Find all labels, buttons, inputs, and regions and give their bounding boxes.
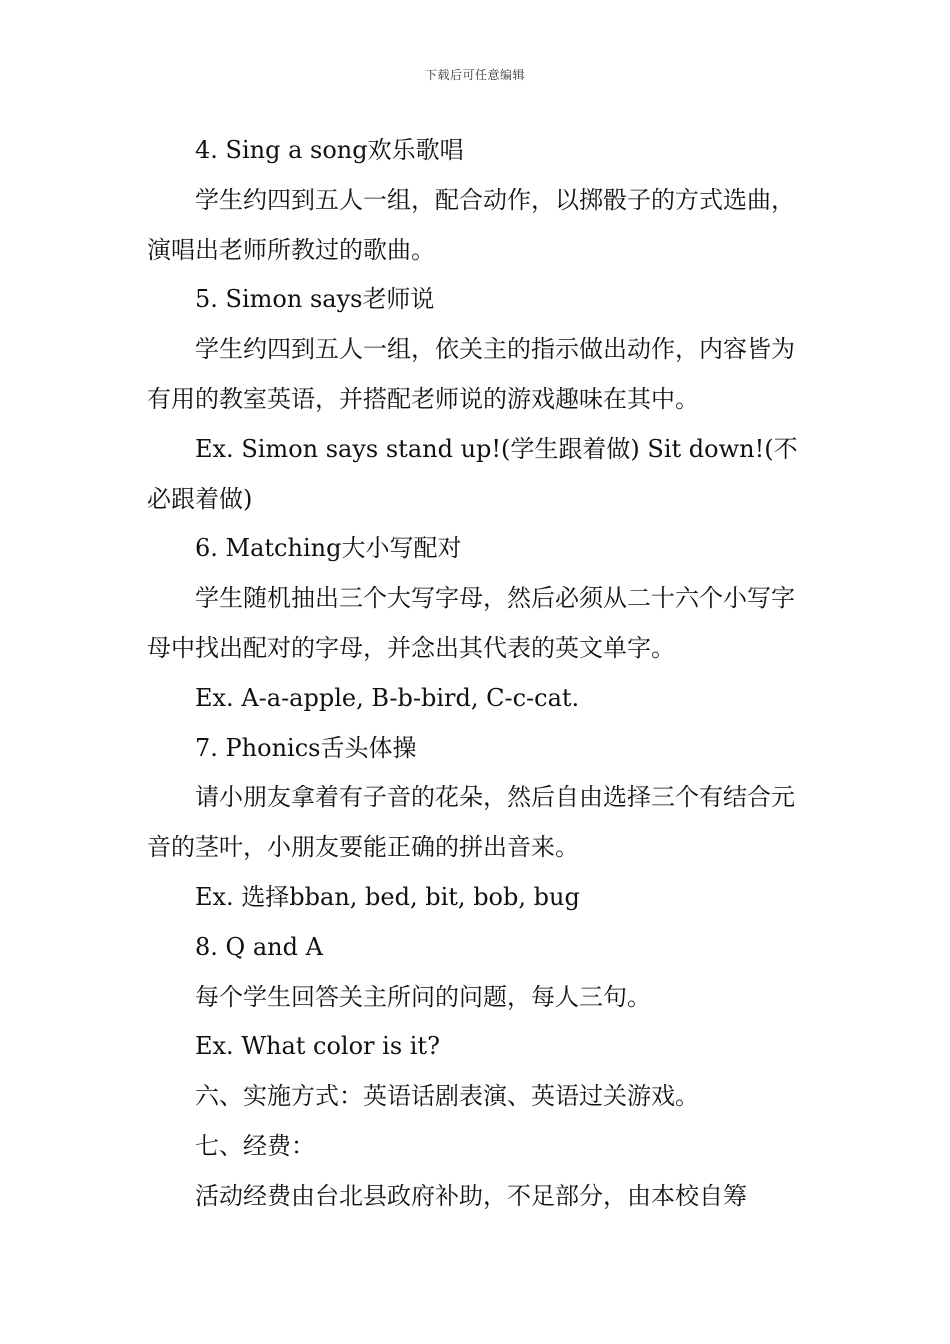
page-header-note: 下载后可任意编辑 (424, 68, 525, 82)
paragraph-phonics: 请小朋友拿着有子音的花朵，然后自由选择三个有结合元音的茎叶，小朋友要能正确的拼出音来。 (147, 783, 795, 862)
example-matching: Ex. A-a-apple, B-b-bird, C-c-cat. (195, 683, 580, 712)
example-q-and-a: Ex. What color is it? (195, 1032, 440, 1061)
paragraph-matching: 学生随机抽出三个大写字母，然后必须从二十六个小写字母中找出配对的字母，并念出其代表的英文单字。 (147, 584, 795, 662)
example-simon-says: Ex. Simon says stand up!(学生跟着做) Sit down!(不必跟着做) (147, 434, 798, 513)
paragraph-q-and-a: 每个学生回答关主所问的问题，每人三句。 (195, 982, 651, 1011)
section-heading-phonics: 7. Phonics舌头体操 (195, 733, 417, 762)
section-heading-funding: 七、经费： (195, 1131, 315, 1160)
section-heading-q-and-a: 8. Q and A (195, 932, 323, 961)
document-body (147, 126, 807, 1222)
paragraph-funding: 活动经费由台北县政府补助，不足部分，由本校自筹 (195, 1181, 747, 1210)
section-heading-matching: 6. Matching大小写配对 (195, 534, 462, 563)
section-heading-sing-a-song: 4. Sing a song欢乐歌唱 (195, 136, 464, 164)
example-phonics: Ex. 选择bban, bed, bit, bob, bug (195, 882, 580, 911)
paragraph-sing-a-song: 学生约四到五人一组，配合动作，以掷骰子的方式选曲，演唱出老师所教过的歌曲。 (147, 185, 795, 264)
section-heading-simon-says: 5. Simon says老师说 (195, 285, 435, 314)
section-implementation: 六、实施方式：英语话剧表演、英语过关游戏。 (195, 1082, 699, 1111)
paragraph-simon-says: 学生约四到五人一组，依关主的指示做出动作，内容皆为有用的教室英语，并搭配老师说的游戏趣味在其中。 (147, 335, 795, 413)
